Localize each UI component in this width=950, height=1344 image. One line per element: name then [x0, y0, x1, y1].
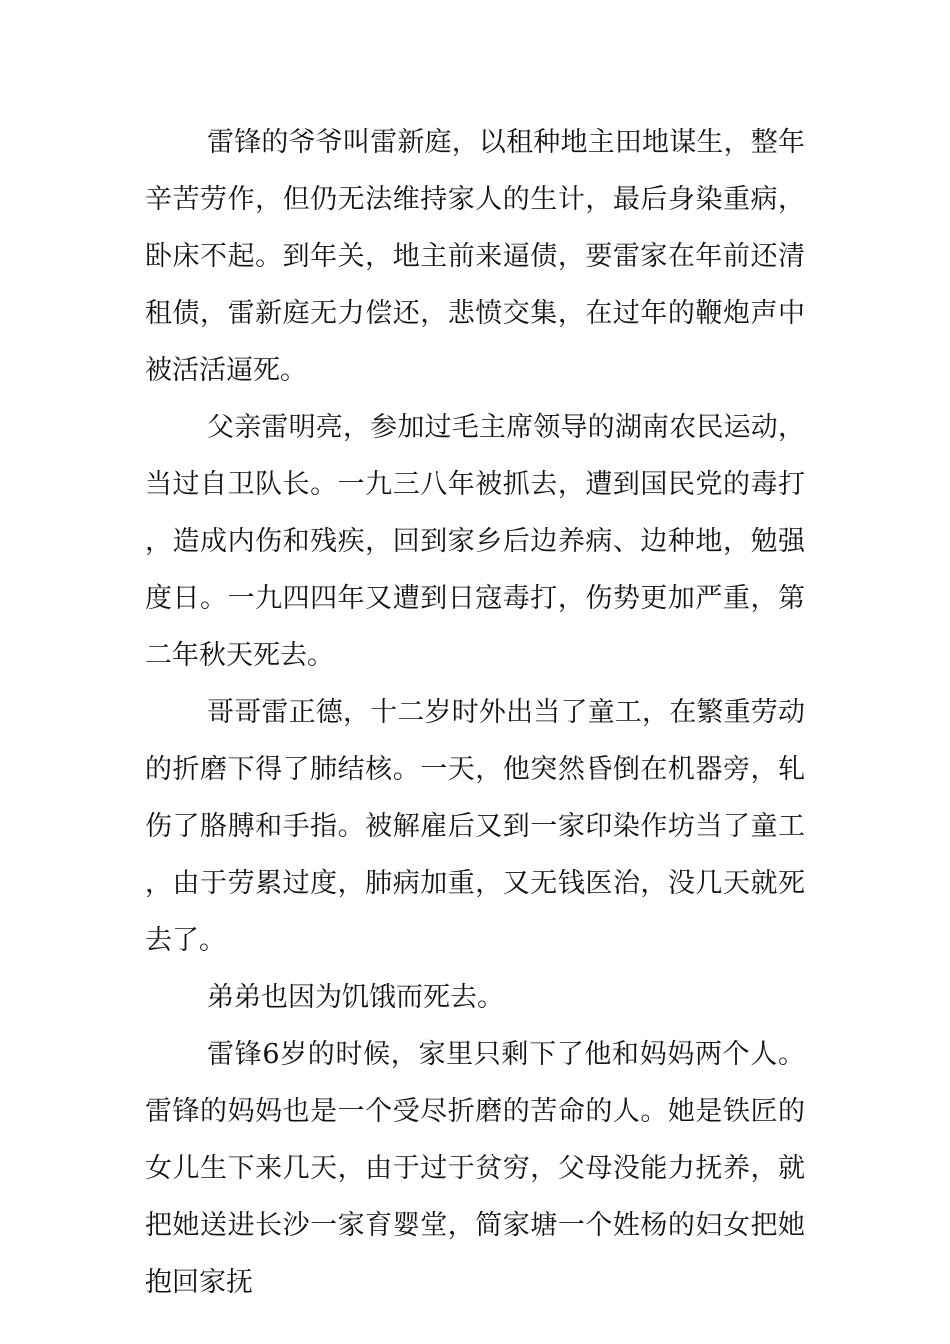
paragraph-father: 父亲雷明亮，参加过毛主席领导的湖南农民运动，当过自卫队长。一九三八年被抓去，遭到国民党的毒打，造成内伤和残疾，回到家乡后边养病、边种地，勉强度日。一九四四年又遭到日寇毒打，伤势更加严重，第二年秋天死去。 [145, 412, 805, 671]
paragraph-grandfather: 雷锋的爷爷叫雷新庭，以租种地主田地谋生，整年辛苦劳作，但仍无法维持家人的生计，最后身染重病，卧床不起。到年关，地主前来逼债，要雷家在年前还清租债，雷新庭无力偿还，悲愤交集，在过年的鞭炮声中被活活逼死。 [145, 127, 805, 386]
paragraph-elder-brother: 哥哥雷正德，十二岁时外出当了童工，在繁重劳动的折磨下得了肺结核。一天，他突然昏倒在机器旁，轧伤了胳膊和手指。被解雇后又到一家印染作坊当了童工，由于劳累过度，肺病加重，又无钱医治，没几天就死去了。 [145, 697, 805, 956]
paragraph-younger-brother: 弟弟也因为饥饿而死去。 [207, 982, 504, 1013]
paragraph-mother: 雷锋6岁的时候，家里只剩下了他和妈妈两个人。雷锋的妈妈也是一个受尽折磨的苦命的人。她是铁匠的女儿生下来几天，由于过于贫穷，父母没能力抚养，就把她送进长沙一家育婴堂，简家塘一个姓杨的妇女把她抱回家抚 [145, 1039, 805, 1298]
document-body [145, 114, 805, 1311]
